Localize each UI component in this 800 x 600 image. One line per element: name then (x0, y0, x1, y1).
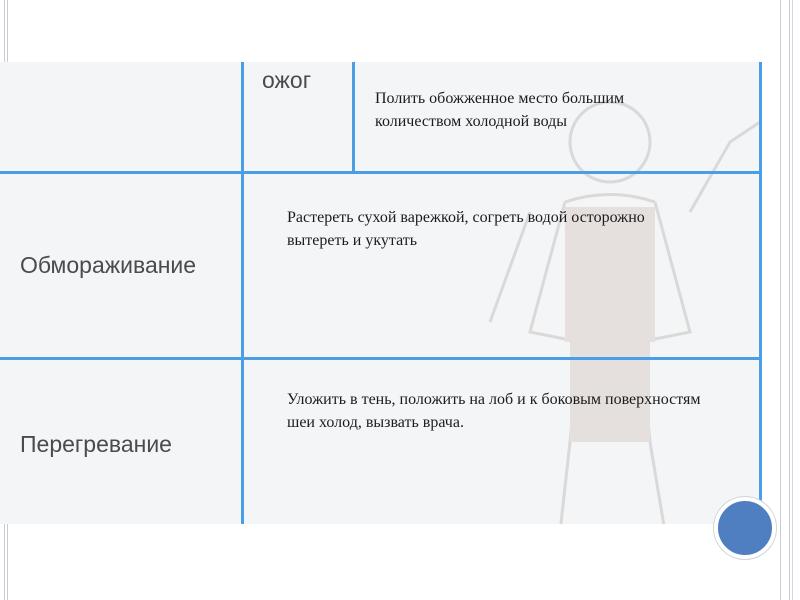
row-label-burn: ожог (262, 67, 312, 93)
slide-frame-right-line (792, 0, 793, 600)
row-divider-1 (0, 171, 762, 174)
row-label-frostbite: Обмораживание (20, 252, 197, 278)
row-divider-2 (0, 357, 762, 360)
slide-corner-circle (714, 497, 776, 559)
column-divider-main (241, 62, 244, 524)
table-right-edge (759, 62, 762, 524)
slide-frame-right (780, 0, 790, 600)
column-divider-top (352, 62, 355, 172)
boy-figure-illustration (470, 82, 762, 524)
row-label-overheating: Перегревание (20, 431, 172, 457)
row-text-overheating: Уложить в тень, положить на лоб и к боковым поверхностям шеи холод, вызвать врача. (287, 391, 701, 431)
row-text-frostbite: Растереть сухой варежкой, согреть водой осторожно вытереть и укутать (287, 209, 645, 249)
row-text-burn: Полить обожженное место большим количеством холодной воды (375, 90, 625, 130)
